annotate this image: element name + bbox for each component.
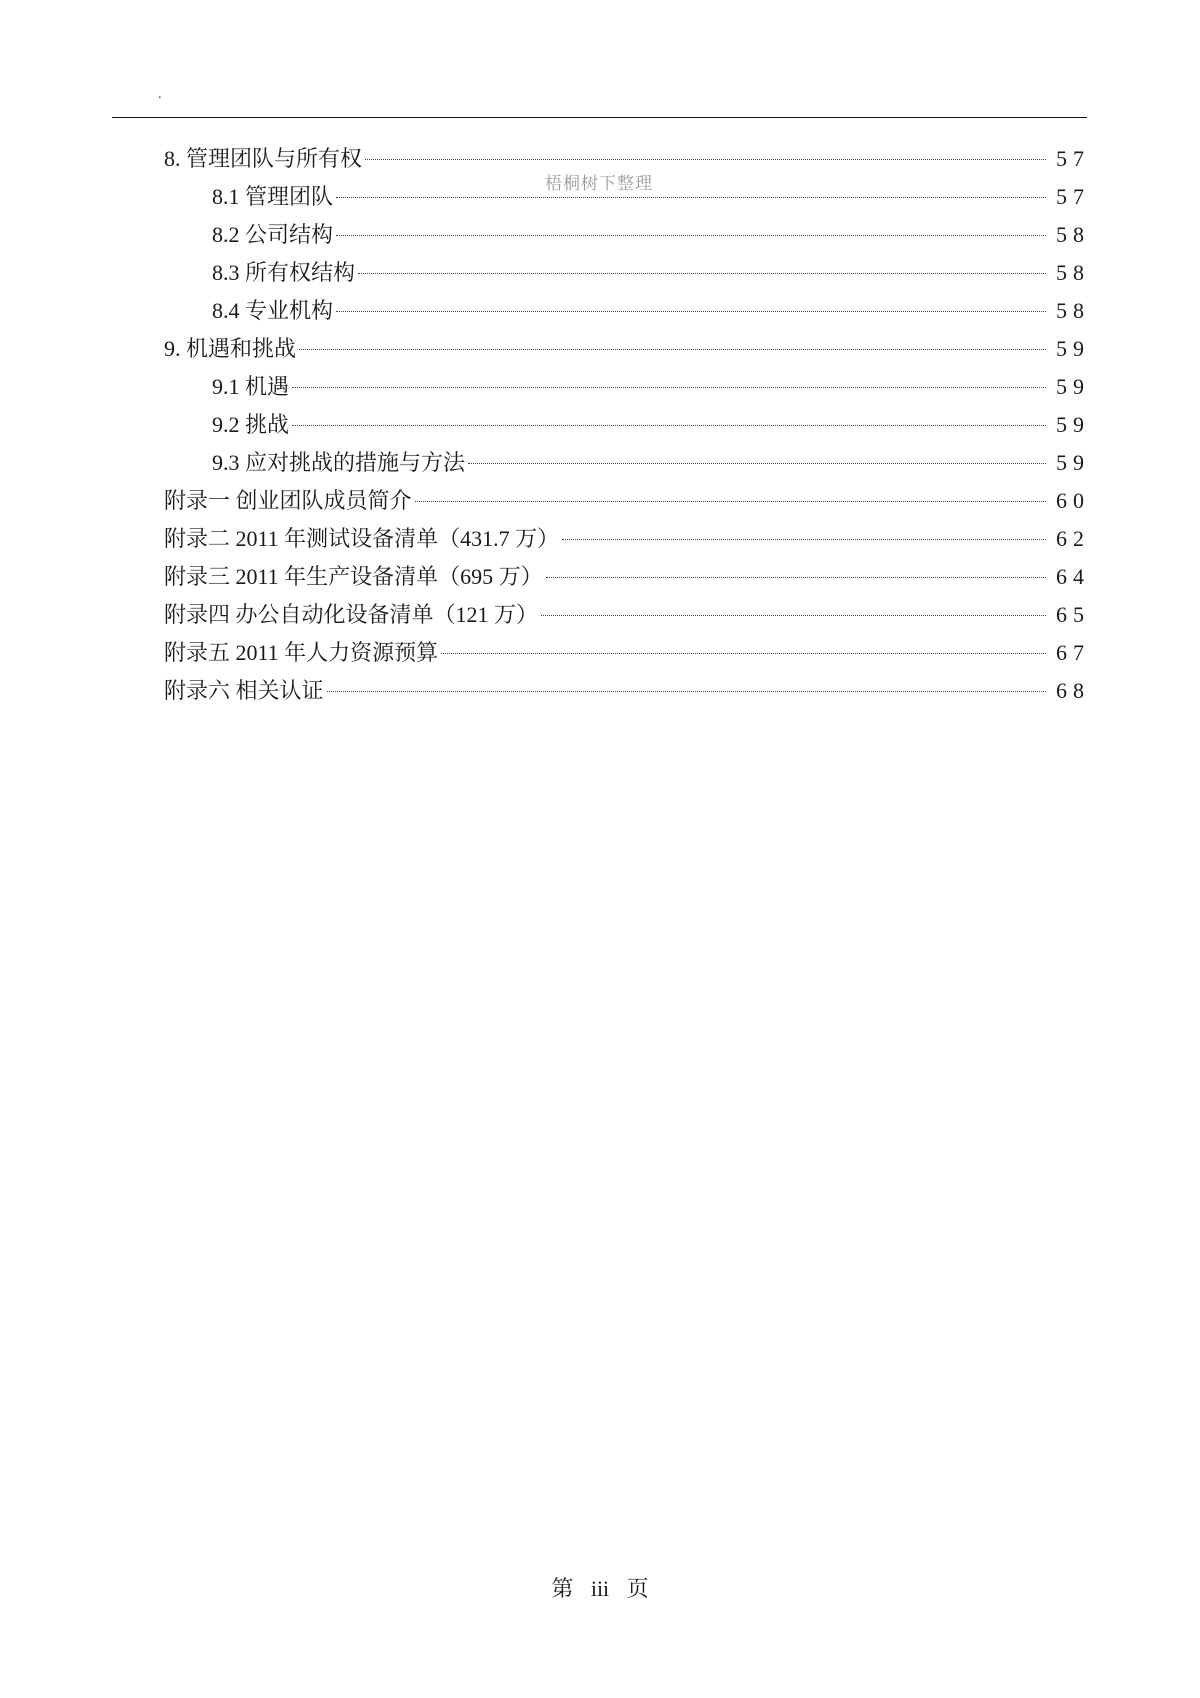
toc-dot-leader bbox=[292, 425, 1046, 426]
toc-entry-page: 58 bbox=[1056, 298, 1090, 323]
toc-entry[interactable] bbox=[164, 140, 1090, 178]
toc-dot-leader bbox=[299, 349, 1046, 350]
toc-entry[interactable] bbox=[164, 482, 1090, 520]
header-mark: . bbox=[158, 87, 162, 102]
toc-entry-page: 59 bbox=[1056, 374, 1090, 399]
toc-entry-label: 附录四 办公自动化设备清单（121 万） bbox=[164, 602, 539, 627]
watermark-text: 梧桐树下整理 bbox=[545, 174, 653, 193]
toc-dot-leader bbox=[562, 539, 1046, 540]
toc-entry-label: 9.1 机遇 bbox=[212, 374, 290, 399]
toc-entry[interactable] bbox=[164, 178, 1090, 216]
toc-dot-leader bbox=[336, 311, 1046, 312]
toc-entry[interactable] bbox=[164, 558, 1090, 596]
toc-dot-leader bbox=[415, 501, 1046, 502]
page-footer bbox=[0, 1574, 1200, 1604]
toc-entry-label: 8.2 公司结构 bbox=[212, 222, 334, 247]
footer-prefix: 第 bbox=[551, 1576, 574, 1601]
toc-entry-page: 58 bbox=[1056, 222, 1090, 247]
toc-entry-label: 8. 管理团队与所有权 bbox=[164, 146, 363, 171]
toc-entry-label: 9.3 应对挑战的措施与方法 bbox=[212, 450, 466, 475]
toc-entry-page: 64 bbox=[1056, 564, 1090, 589]
toc-entry[interactable] bbox=[164, 368, 1090, 406]
toc-entry[interactable] bbox=[164, 216, 1090, 254]
toc-entry-label: 8.1 管理团队 bbox=[212, 184, 334, 209]
toc-entry-page: 58 bbox=[1056, 260, 1090, 285]
toc-entry-page: 59 bbox=[1056, 412, 1090, 437]
toc-dot-leader bbox=[546, 577, 1046, 578]
toc-entry-page: 67 bbox=[1056, 640, 1090, 665]
footer-page-number: iii bbox=[590, 1576, 610, 1601]
toc-entry[interactable] bbox=[164, 672, 1090, 710]
toc-entry[interactable] bbox=[164, 292, 1090, 330]
toc-entry-label: 9. 机遇和挑战 bbox=[164, 336, 297, 361]
table-of-contents bbox=[164, 140, 1090, 710]
toc-entry[interactable] bbox=[164, 596, 1090, 634]
toc-entry-page: 57 bbox=[1056, 184, 1090, 209]
toc-dot-leader bbox=[541, 615, 1046, 616]
toc-entry-page: 68 bbox=[1056, 678, 1090, 703]
footer-suffix: 页 bbox=[626, 1576, 649, 1601]
toc-entry-page: 59 bbox=[1056, 450, 1090, 475]
toc-entry[interactable] bbox=[164, 254, 1090, 292]
toc-entry[interactable] bbox=[164, 330, 1090, 368]
toc-entry[interactable] bbox=[164, 520, 1090, 558]
toc-entry-page: 60 bbox=[1056, 488, 1090, 513]
toc-entry[interactable] bbox=[164, 634, 1090, 672]
toc-dot-leader bbox=[358, 273, 1046, 274]
toc-entry-page: 65 bbox=[1056, 602, 1090, 627]
toc-entry[interactable] bbox=[164, 406, 1090, 444]
toc-entry[interactable] bbox=[164, 444, 1090, 482]
toc-dot-leader bbox=[327, 691, 1046, 692]
toc-dot-leader bbox=[468, 463, 1046, 464]
toc-dot-leader bbox=[336, 235, 1046, 236]
toc-entry-label: 附录二 2011 年测试设备清单（431.7 万） bbox=[164, 526, 560, 551]
header-rule bbox=[112, 117, 1087, 118]
toc-dot-leader bbox=[336, 197, 1046, 198]
toc-dot-leader bbox=[365, 159, 1046, 160]
toc-entry-label: 8.3 所有权结构 bbox=[212, 260, 356, 285]
toc-entry-page: 62 bbox=[1056, 526, 1090, 551]
toc-entry-label: 附录六 相关认证 bbox=[164, 678, 324, 703]
toc-entry-label: 附录三 2011 年生产设备清单（695 万） bbox=[164, 564, 543, 589]
toc-entry-page: 59 bbox=[1056, 336, 1090, 361]
toc-entry-page: 57 bbox=[1056, 146, 1090, 171]
toc-entry-label: 9.2 挑战 bbox=[212, 412, 290, 437]
toc-dot-leader bbox=[292, 387, 1046, 388]
toc-entry-label: 附录一 创业团队成员简介 bbox=[164, 488, 412, 513]
toc-entry-label: 8.4 专业机构 bbox=[212, 298, 334, 323]
toc-entry-label: 附录五 2011 年人力资源预算 bbox=[164, 640, 439, 665]
toc-dot-leader bbox=[441, 653, 1046, 654]
